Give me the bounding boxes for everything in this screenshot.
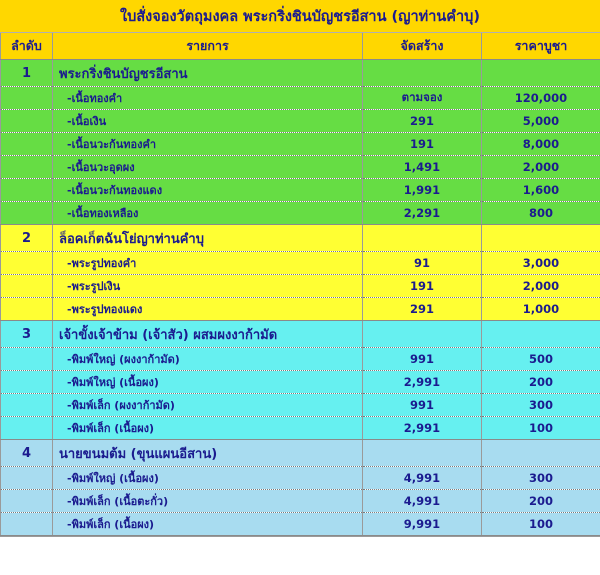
table-row	[1, 275, 600, 298]
order-table-wrap	[0, 33, 600, 537]
row-index-blank	[1, 252, 53, 275]
row-price: 120,000	[482, 87, 600, 110]
group-name: นายขนมต้ม (ขุนแผนอีสาน)	[53, 440, 363, 467]
row-index-blank	[1, 371, 53, 394]
row-price: 200	[482, 490, 600, 513]
table-row	[1, 179, 600, 202]
row-item-label: -พิมพ์เล็ก (เนื้อผง)	[53, 417, 363, 440]
row-price: 1,000	[482, 298, 600, 321]
table-row	[1, 252, 600, 275]
group-made-blank	[363, 60, 482, 87]
row-price: 500	[482, 348, 600, 371]
row-item-label: -พิมพ์เล็ก (เนื้อตะกั่ว)	[53, 490, 363, 513]
row-price: 2,000	[482, 275, 600, 298]
row-item-label: -เนื้อนวะก้นทองแดง	[53, 179, 363, 202]
group-header-row	[1, 321, 600, 348]
row-price: 8,000	[482, 133, 600, 156]
row-made-count: 191	[363, 275, 482, 298]
row-item-label: -พระรูปเงิน	[53, 275, 363, 298]
row-price: 5,000	[482, 110, 600, 133]
row-made-count: ตามจอง	[363, 87, 482, 110]
group-header-row	[1, 440, 600, 467]
group-price-blank	[482, 225, 600, 252]
row-made-count: 191	[363, 133, 482, 156]
row-index-blank	[1, 394, 53, 417]
order-table	[0, 33, 600, 536]
row-index-blank	[1, 156, 53, 179]
row-made-count: 991	[363, 348, 482, 371]
row-index-blank	[1, 348, 53, 371]
table-row	[1, 298, 600, 321]
row-made-count: 1,991	[363, 179, 482, 202]
row-item-label: -พิมพ์ใหญ่ (เนื้อผง)	[53, 467, 363, 490]
row-item-label: -พิมพ์ใหญ่ (เนื้อผง)	[53, 371, 363, 394]
row-made-count: 2,991	[363, 371, 482, 394]
row-item-label: -เนื้อทองคำ	[53, 87, 363, 110]
group-price-blank	[482, 60, 600, 87]
row-index-blank	[1, 490, 53, 513]
table-row	[1, 156, 600, 179]
row-made-count: 9,991	[363, 513, 482, 536]
row-price: 800	[482, 202, 600, 225]
row-index-blank	[1, 87, 53, 110]
row-item-label: -เนื้อนวะก้นทองคำ	[53, 133, 363, 156]
group-name: พระกริ่งชินบัญชรอีสาน	[53, 60, 363, 87]
row-price: 300	[482, 394, 600, 417]
row-index-blank	[1, 275, 53, 298]
row-made-count: 91	[363, 252, 482, 275]
row-price: 2,000	[482, 156, 600, 179]
table-row	[1, 467, 600, 490]
group-price-blank	[482, 321, 600, 348]
row-made-count: 4,991	[363, 490, 482, 513]
group-number: 3	[1, 321, 53, 348]
row-price: 100	[482, 513, 600, 536]
row-index-blank	[1, 110, 53, 133]
table-header-row	[1, 33, 600, 60]
row-item-label: -พระรูปทองคำ	[53, 252, 363, 275]
row-made-count: 291	[363, 298, 482, 321]
group-made-blank	[363, 225, 482, 252]
row-index-blank	[1, 298, 53, 321]
group-made-blank	[363, 321, 482, 348]
column-header-item: รายการ	[53, 33, 363, 60]
row-item-label: -เนื้อทองเหลือง	[53, 202, 363, 225]
row-made-count: 1,491	[363, 156, 482, 179]
group-name: ล็อคเก็ตฉันโย่ญาท่านคำบุ	[53, 225, 363, 252]
row-price: 1,600	[482, 179, 600, 202]
row-price: 3,000	[482, 252, 600, 275]
row-index-blank	[1, 417, 53, 440]
table-row	[1, 133, 600, 156]
row-item-label: -เนื้อนวะอุดผง	[53, 156, 363, 179]
table-row	[1, 371, 600, 394]
row-price: 200	[482, 371, 600, 394]
row-made-count: 991	[363, 394, 482, 417]
column-header-price: ราคาบูชา	[482, 33, 600, 60]
row-made-count: 2,291	[363, 202, 482, 225]
table-row	[1, 490, 600, 513]
row-item-label: -พิมพ์เล็ก (เนื้อผง)	[53, 513, 363, 536]
row-index-blank	[1, 467, 53, 490]
row-made-count: 291	[363, 110, 482, 133]
table-row	[1, 394, 600, 417]
row-price: 300	[482, 467, 600, 490]
page-title: ใบสั่งจองวัตถุมงคล พระกริ่งชินบัญชรอีสาน (ญาท่านคำบุ)	[120, 8, 480, 25]
row-index-blank	[1, 133, 53, 156]
row-index-blank	[1, 179, 53, 202]
row-index-blank	[1, 513, 53, 536]
group-header-row	[1, 60, 600, 87]
group-name: เจ้าขั้งเจ้าข้าม (เจ้าสัว) ผสมผงงาก้ามัด	[53, 321, 363, 348]
row-made-count: 4,991	[363, 467, 482, 490]
group-price-blank	[482, 440, 600, 467]
table-row	[1, 87, 600, 110]
row-item-label: -พระรูปทองแดง	[53, 298, 363, 321]
row-price: 100	[482, 417, 600, 440]
group-number: 4	[1, 440, 53, 467]
table-row	[1, 110, 600, 133]
table-row	[1, 202, 600, 225]
order-table-body	[1, 33, 600, 536]
group-header-row	[1, 225, 600, 252]
row-index-blank	[1, 202, 53, 225]
row-made-count: 2,991	[363, 417, 482, 440]
group-number: 1	[1, 60, 53, 87]
row-item-label: -พิมพ์ใหญ่ (ผงงาก้ามัด)	[53, 348, 363, 371]
table-row	[1, 513, 600, 536]
row-item-label: -พิมพ์เล็ก (ผงงาก้ามัด)	[53, 394, 363, 417]
document-title-bar	[0, 0, 600, 33]
row-item-label: -เนื้อเงิน	[53, 110, 363, 133]
column-header-no: ลำดับ	[1, 33, 53, 60]
column-header-made: จัดสร้าง	[363, 33, 482, 60]
group-made-blank	[363, 440, 482, 467]
table-row	[1, 348, 600, 371]
group-number: 2	[1, 225, 53, 252]
table-row	[1, 417, 600, 440]
